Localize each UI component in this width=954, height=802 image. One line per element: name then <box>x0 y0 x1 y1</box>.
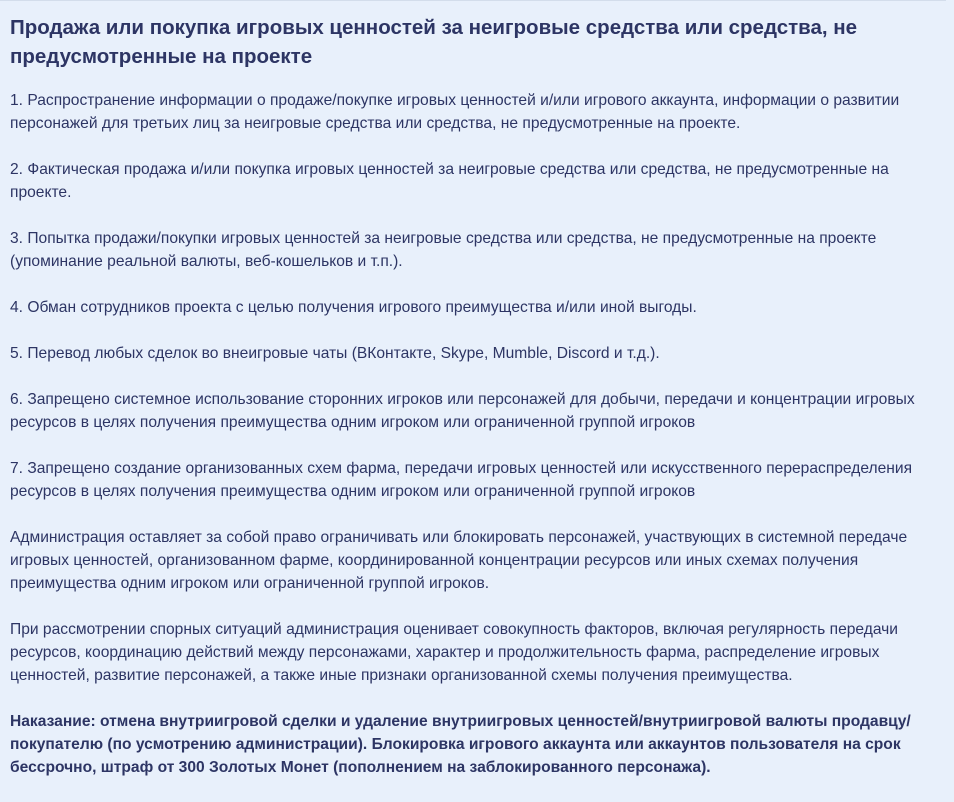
rule-1: 1. Распространение информации о продаже/покупке игровых ценностей и/или игрового аккаунта, информации о развитии персонажей для третьих лиц за неигровые средства или средства, не предусмотренные на проекте. <box>10 92 900 132</box>
rule-3: 3. Попытка продажи/покупки игровых ценностей за неигровые средства или средства, не предусмотренные на проекте (упоминание реальной валюты, веб-кошельков и т.п.). <box>10 230 877 270</box>
admin-note: Администрация оставляет за собой право ограничивать или блокировать персонажей, участвующих в системной передаче игровых ценностей, организованном фарме, координированной концентрации ресурсов или иных схемах получения преимущества одним игроком или ограниченной группой игроков. <box>10 529 908 592</box>
rule-2: 2. Фактическая продажа и/или покупка игровых ценностей за неигровые средства или средства, не предусмотренные на проекте. <box>10 161 889 201</box>
top-divider <box>0 0 946 4</box>
dispute-note: При рассмотрении спорных ситуаций администрация оценивает совокупность факторов, включая регулярность передачи ресурсов, координацию действий между персонажами, характер и продолжительность фарма, распределение игровых ценностей, развитие персонажей, а также иные признаки организованной схемы получения преимущества. <box>10 621 899 684</box>
rule-7: 7. Запрещено создание организованных схем фарма, передачи игровых ценностей или искусственного перераспределения ресурсов в целях получения преимущества одним игроком или ограниченной группой игроков <box>10 460 913 500</box>
rule-6: 6. Запрещено системное использование сторонних игроков или персонажей для добычи, передачи и концентрации игровых ресурсов в целях получения преимущества одним игроком или ограниченной группой игроков <box>10 391 915 431</box>
penalty-text: Наказание: отмена внутриигровой сделки и удаление внутриигровых ценностей/внутриигровой валюты продавцу/покупателю (по усмотрению администрации). Блокировка игрового аккаунта или аккаунтов пользователя на срок бессрочно, штраф от 300 Золотых Монет (пополнением на заблокированного персонажа). <box>10 713 911 776</box>
rule-5: 5. Перевод любых сделок во внеигровые чаты (ВКонтакте, Skype, Mumble, Discord и т.д.). <box>10 345 660 362</box>
rule-4: 4. Обман сотрудников проекта с целью получения игрового преимущества и/или иной выгоды. <box>10 299 697 316</box>
section-title: Продажа или покупка игровых ценностей за неигровые средства или средства, не предусмотренные на проекте <box>10 16 858 68</box>
rules-section <box>10 13 946 802</box>
